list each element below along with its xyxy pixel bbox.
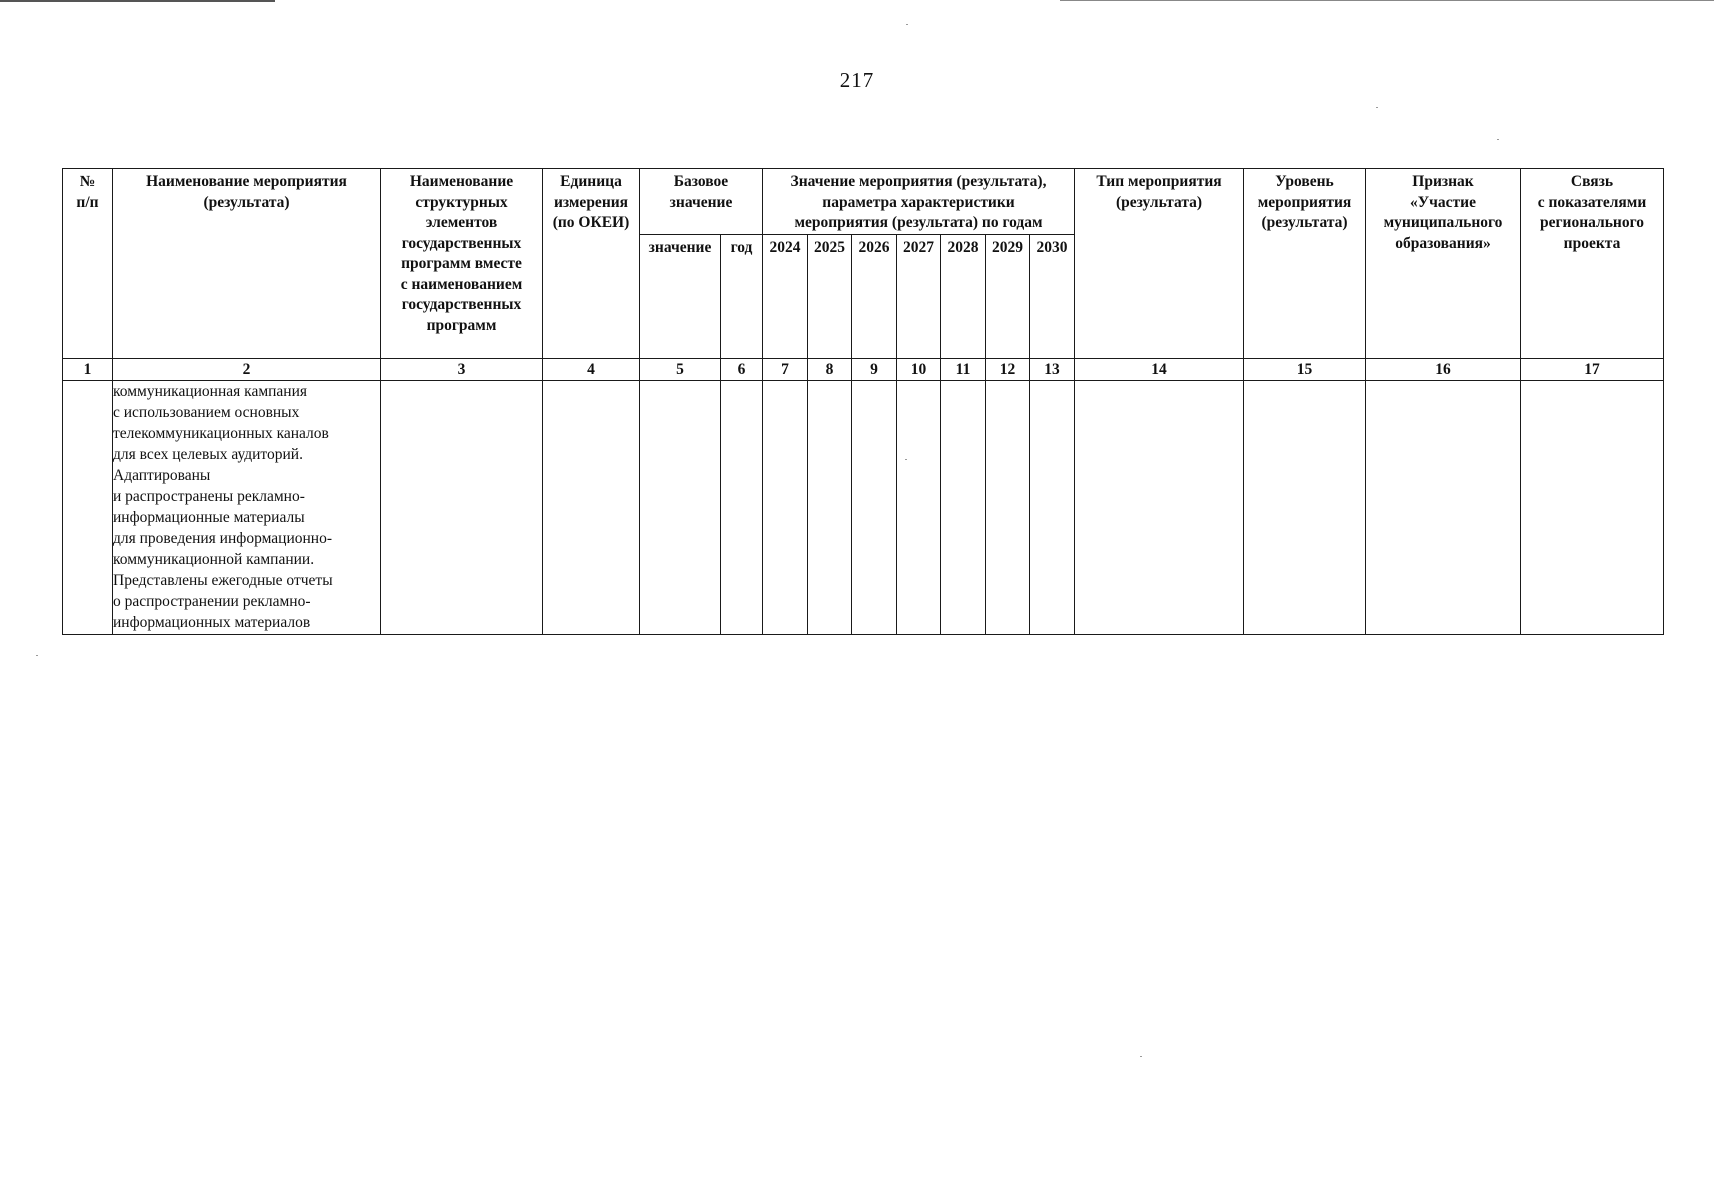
header-year: 2029	[986, 235, 1030, 359]
column-number: 17	[1521, 359, 1664, 381]
column-number: 4	[543, 359, 640, 381]
header-unit: Единица измерения (по ОКЕИ)	[543, 169, 640, 359]
header-year: 2027	[897, 235, 941, 359]
header-type: Тип мероприятия (результата)	[1075, 169, 1244, 359]
row-year-cell	[1030, 381, 1075, 635]
header-level: Уровень мероприятия (результата)	[1244, 169, 1366, 359]
header-municipal-sign: Признак «Участие муниципального образования»	[1366, 169, 1521, 359]
header-base-value-value: значение	[640, 235, 721, 359]
header-year: 2024	[763, 235, 808, 359]
scan-speck	[905, 459, 907, 460]
page-number: 217	[839, 68, 875, 92]
header-name: Наименование мероприятия (результата)	[113, 169, 381, 359]
activities-table	[62, 168, 1664, 635]
row-year-cell	[808, 381, 852, 635]
column-number: 8	[808, 359, 852, 381]
scan-speck	[36, 655, 38, 656]
row-year-cell	[852, 381, 897, 635]
column-number: 16	[1366, 359, 1521, 381]
column-number: 9	[852, 359, 897, 381]
scan-speck	[1497, 139, 1499, 140]
row-base-year-cell	[721, 381, 763, 635]
row-level-cell	[1244, 381, 1366, 635]
row-year-cell	[941, 381, 986, 635]
scan-speck	[906, 24, 908, 25]
row-year-cell	[897, 381, 941, 635]
scan-speck	[1376, 107, 1378, 108]
column-number: 14	[1075, 359, 1244, 381]
column-number: 7	[763, 359, 808, 381]
table-row	[63, 381, 1664, 635]
row-project-link-cell	[1521, 381, 1664, 635]
column-number: 5	[640, 359, 721, 381]
header-structural-elements: Наименование структурных элементов государственных программ вместе с наименованием государственных программ	[381, 169, 543, 359]
column-number: 15	[1244, 359, 1366, 381]
scan-speck	[1140, 1056, 1142, 1057]
row-unit-cell	[543, 381, 640, 635]
row-structural-cell	[381, 381, 543, 635]
column-number: 12	[986, 359, 1030, 381]
row-base-value-cell	[640, 381, 721, 635]
row-year-cell	[763, 381, 808, 635]
row-municipal-sign-cell	[1366, 381, 1521, 635]
column-number: 2	[113, 359, 381, 381]
row-type-cell	[1075, 381, 1244, 635]
header-year: 2028	[941, 235, 986, 359]
header-year: 2026	[852, 235, 897, 359]
row-year-cell	[986, 381, 1030, 635]
header-num: № п/п	[63, 169, 113, 359]
header-year: 2025	[808, 235, 852, 359]
column-number: 1	[63, 359, 113, 381]
scan-edge-line	[0, 0, 275, 2]
row-name-cell: коммуникационная кампания с использованием основных телекоммуникационных каналов для всех целевых аудиторий. Адаптированы и распространены рекламно- информационные материалы для проведения информационно- коммуникационной кампании. Представлены ежегодные отчеты о распространении рекламно- информационных материалов	[113, 381, 381, 635]
column-number: 13	[1030, 359, 1075, 381]
column-number-row	[63, 359, 1664, 381]
column-number: 6	[721, 359, 763, 381]
row-num-cell	[63, 381, 113, 635]
header-base-value-year: год	[721, 235, 763, 359]
column-number: 11	[941, 359, 986, 381]
column-number: 10	[897, 359, 941, 381]
header-project-link: Связь с показателями регионального проекта	[1521, 169, 1664, 359]
column-number: 3	[381, 359, 543, 381]
header-base-value: Базовое значение	[640, 169, 763, 235]
scan-edge-line	[1060, 0, 1714, 1]
header-values-by-year: Значение мероприятия (результата), параметра характеристики мероприятия (результата) по годам	[763, 169, 1075, 235]
header-year: 2030	[1030, 235, 1075, 359]
